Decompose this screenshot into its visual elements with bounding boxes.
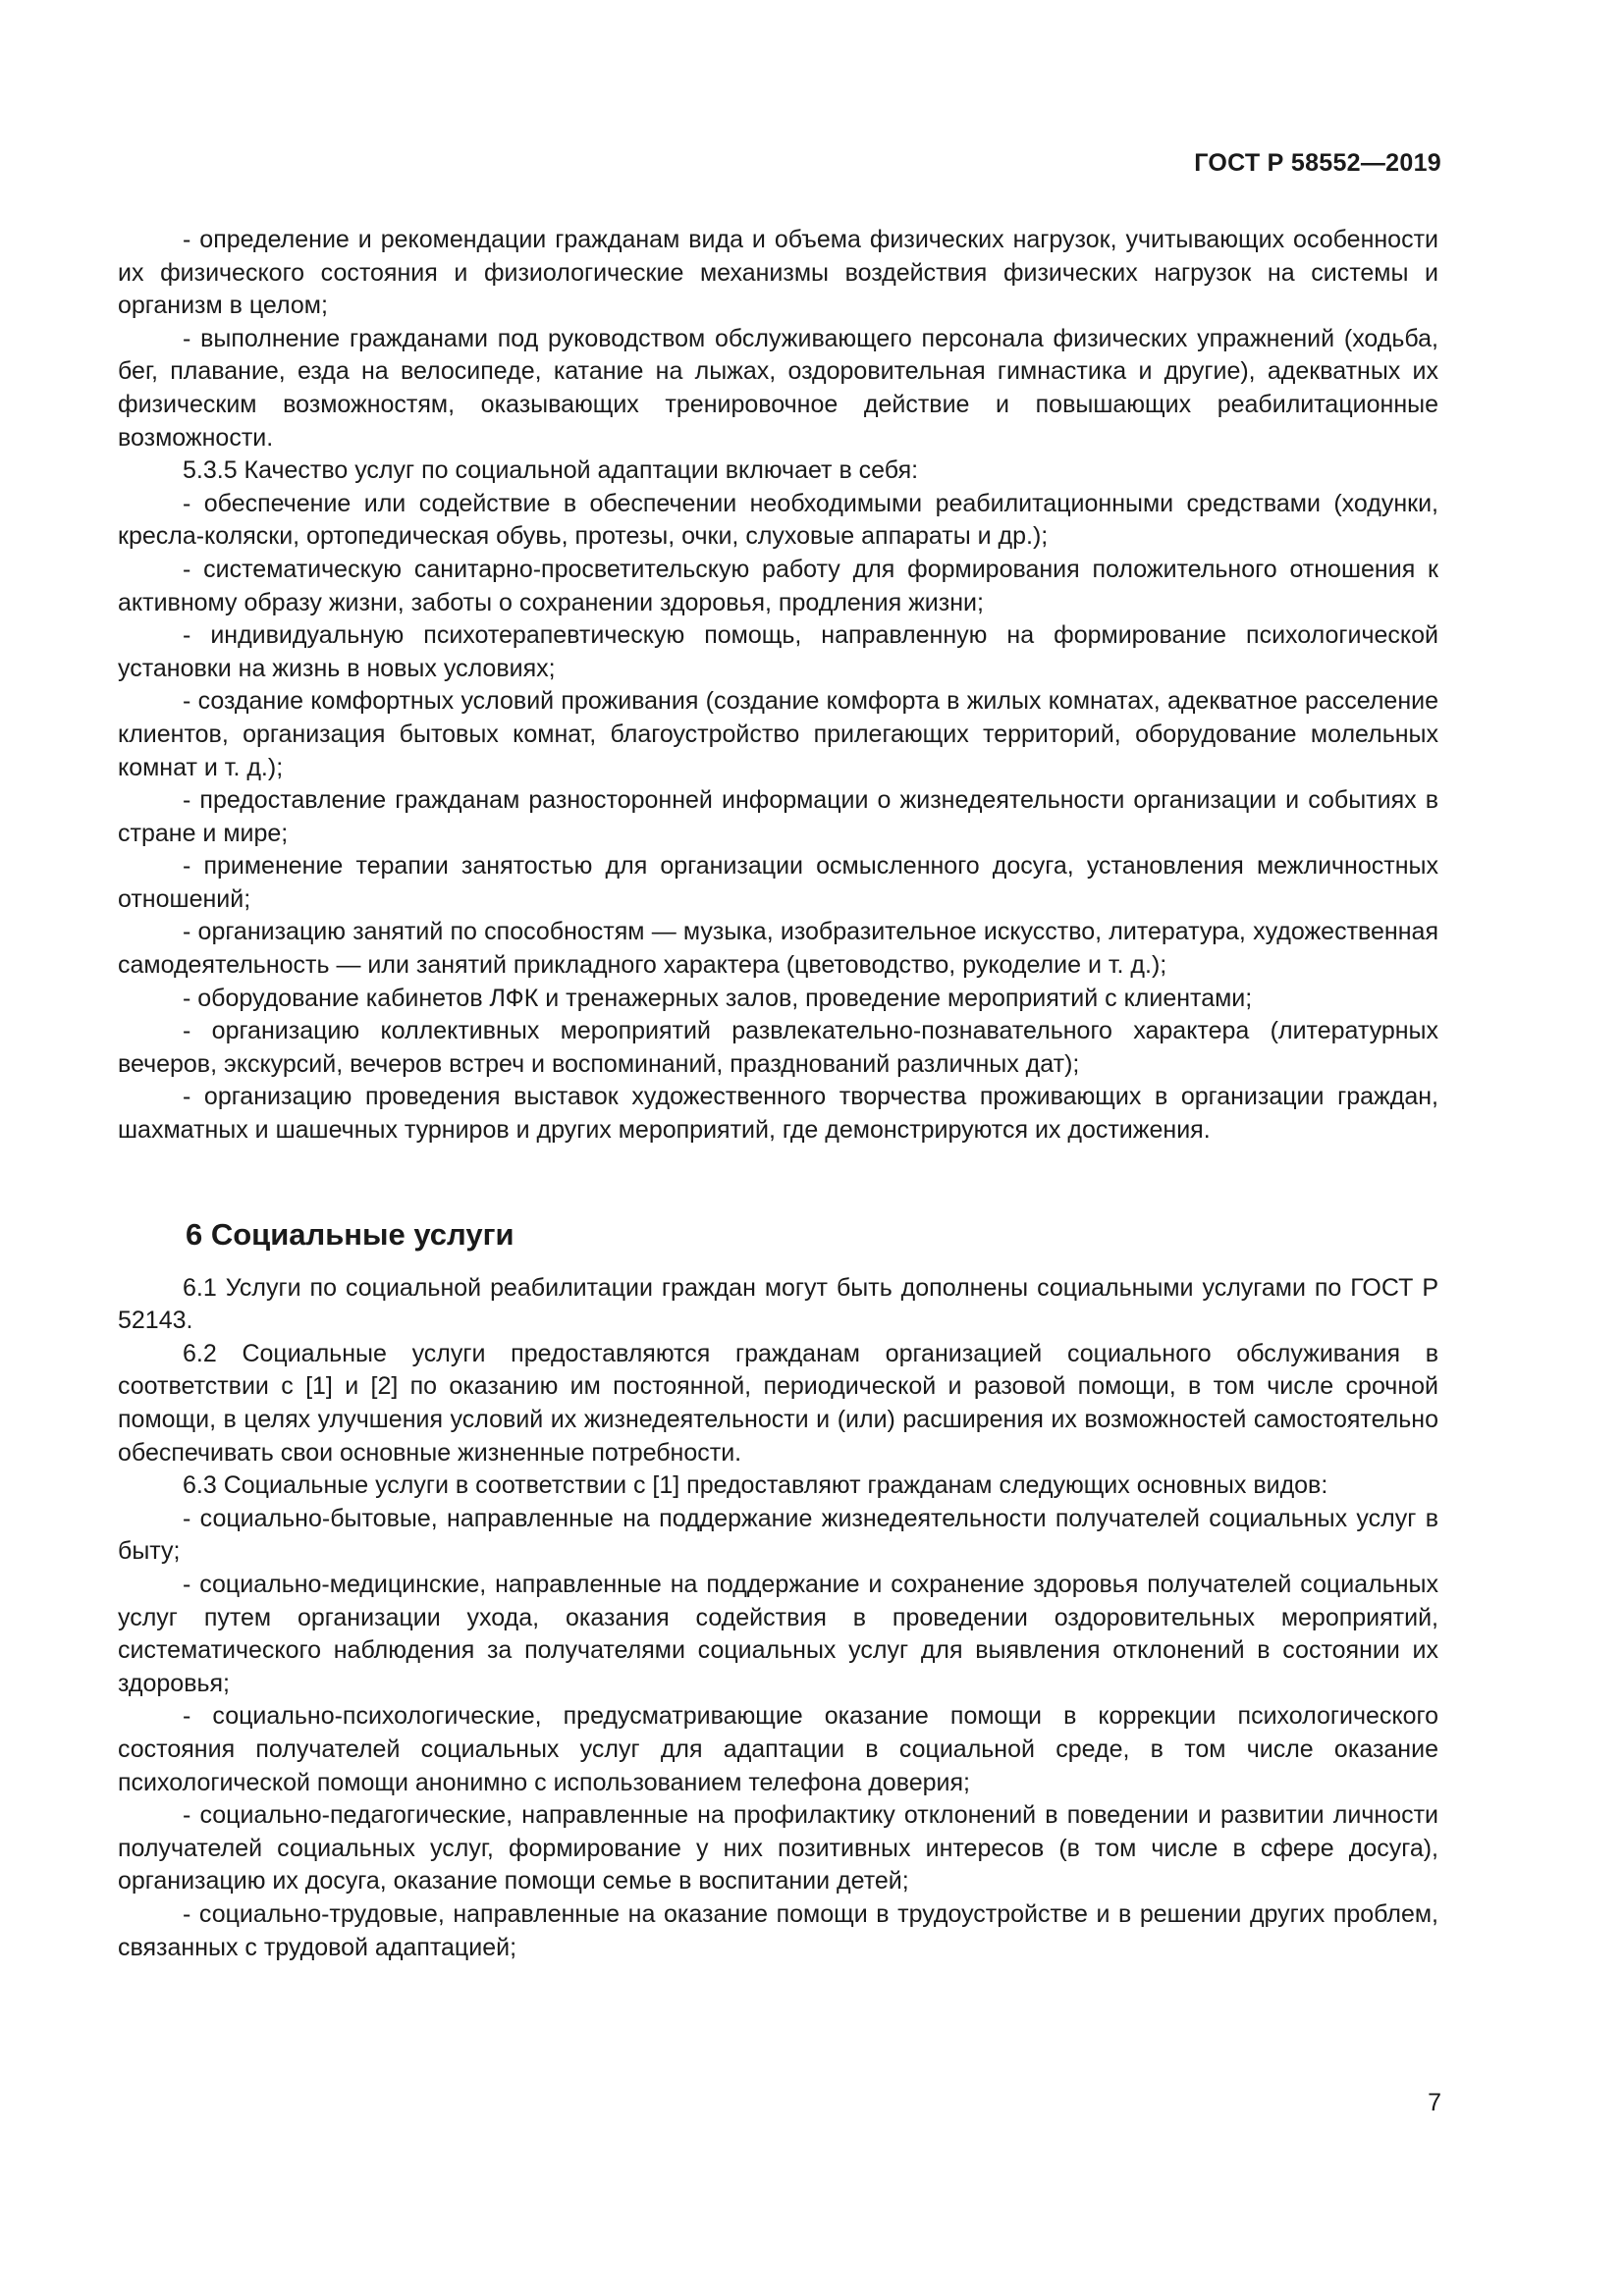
paragraph: - предоставление гражданам разносторонней информации о жизнедеятельности организации и событиях в стране и мире; (118, 786, 1438, 847)
paragraph: - индивидуальную психотерапевтическую помощь, направленную на формирование психологической установки на жизнь в новых условиях; (118, 621, 1438, 682)
paragraph: - применение терапии занятостью для организации осмысленного досуга, установления межличностных отношений; (118, 852, 1438, 913)
paragraph: 6.1 Услуги по социальной реабилитации граждан могут быть дополнены социальными услугами по ГОСТ Р 52143. (118, 1273, 1438, 1335)
paragraph: 6.3 Социальные услуги в соответствии с [1] предоставляют гражданам следующих основных видов: (183, 1471, 1328, 1500)
paragraph: - организацию коллективных мероприятий развлекательно-познавательного характера (литературных вечеров, экскурсий, вечеров встреч и воспоминаний, празднований различных дат); (118, 1017, 1438, 1078)
paragraph: - организацию проведения выставок художественного творчества проживающих в организации граждан, шахматных и шашечных турниров и других мероприятий, где демонстрируются их достижения. (118, 1083, 1438, 1145)
document-header-standard: ГОСТ Р 58552—2019 (1194, 149, 1441, 177)
paragraph: - социально-трудовые, направленные на оказание помощи в трудоустройстве и в решении других проблем, связанных с трудовой адаптацией; (118, 1899, 1438, 1961)
paragraph: - социально-педагогические, направленные на профилактику отклонений в поведении и развитии личности получателей социальных услуг, формирование у них позитивных интересов (в том числе в сфере досуга), организацию их досуга, оказание помощи семье в воспитании детей; (118, 1801, 1438, 1896)
paragraph: - выполнение гражданами под руководством обслуживающего персонала физических упражнений (ходьба, бег, плавание, езда на велосипеде, катание на лыжах, оздоровительная гимнастика и другие), адекватных их физическим возможностям, оказывающих тренировочное действие и повышающих реабилитационные возможности. (118, 324, 1438, 452)
paragraph: 5.3.5 Качество услуг по социальной адаптации включает в себя: (183, 456, 919, 485)
paragraph: - организацию занятий по способностям — музыка, изобразительное искусство, литература, художественная самодеятельность — или занятий прикладного характера (цветоводство, рукоделие и т. д.); (118, 918, 1438, 980)
page-body (118, 224, 1438, 1964)
section-heading: 6 Социальные услуги (186, 1216, 514, 1252)
paragraph: - создание комфортных условий проживания (создание комфорта в жилых комнатах, адекватное расселение клиентов, организация бытовых комнат, благоустройство прилегающих территорий, оборудование молельных комнат и т. д.); (118, 687, 1438, 781)
page-number: 7 (1428, 2089, 1441, 2116)
paragraph: - социально-бытовые, направленные на поддержание жизнедеятельности получателей социальных услуг в быту; (118, 1504, 1438, 1566)
paragraph: 6.2 Социальные услуги предоставляются гражданам организацией социального обслуживания в соответствии с [1] и [2] по оказанию им постоянной, периодической и разовой помощи, в том числе срочной помощи, в целях улучшения условий их жизнедеятельности и (или) расширения их возможностей самостоятельно обеспечивать свои основные жизненные потребности. (118, 1339, 1438, 1467)
paragraph: - оборудование кабинетов ЛФК и тренажерных залов, проведение мероприятий с клиентами; (183, 984, 1253, 1012)
paragraph: - систематическую санитарно-просветительскую работу для формирования положительного отношения к активному образу жизни, заботы о сохранении здоровья, продления жизни; (118, 555, 1438, 616)
paragraph: - обеспечение или содействие в обеспечении необходимыми реабилитационными средствами (ходунки, кресла-коляски, ортопедическая обувь, протезы, очки, слуховые аппараты и др.); (118, 489, 1438, 551)
paragraph: - социально-медицинские, направленные на поддержание и сохранение здоровья получателей социальных услуг путем организации ухода, оказания содействия в проведении оздоровительных мероприятий, систематического наблюдения за получателями социальных услуг для выявления отклонений в состоянии их здоровья; (118, 1570, 1438, 1697)
paragraph: - социально-психологические, предусматривающие оказание помощи в коррекции психологического состояния получателей социальных услуг для адаптации в социальной среде, в том числе оказание психологической помощи анонимно с использованием телефона доверия; (118, 1702, 1438, 1796)
paragraph: - определение и рекомендации гражданам вида и объема физических нагрузок, учитывающих особенности их физического состояния и физиологические механизмы воздействия физических нагрузок на системы и организм в целом; (118, 226, 1438, 320)
